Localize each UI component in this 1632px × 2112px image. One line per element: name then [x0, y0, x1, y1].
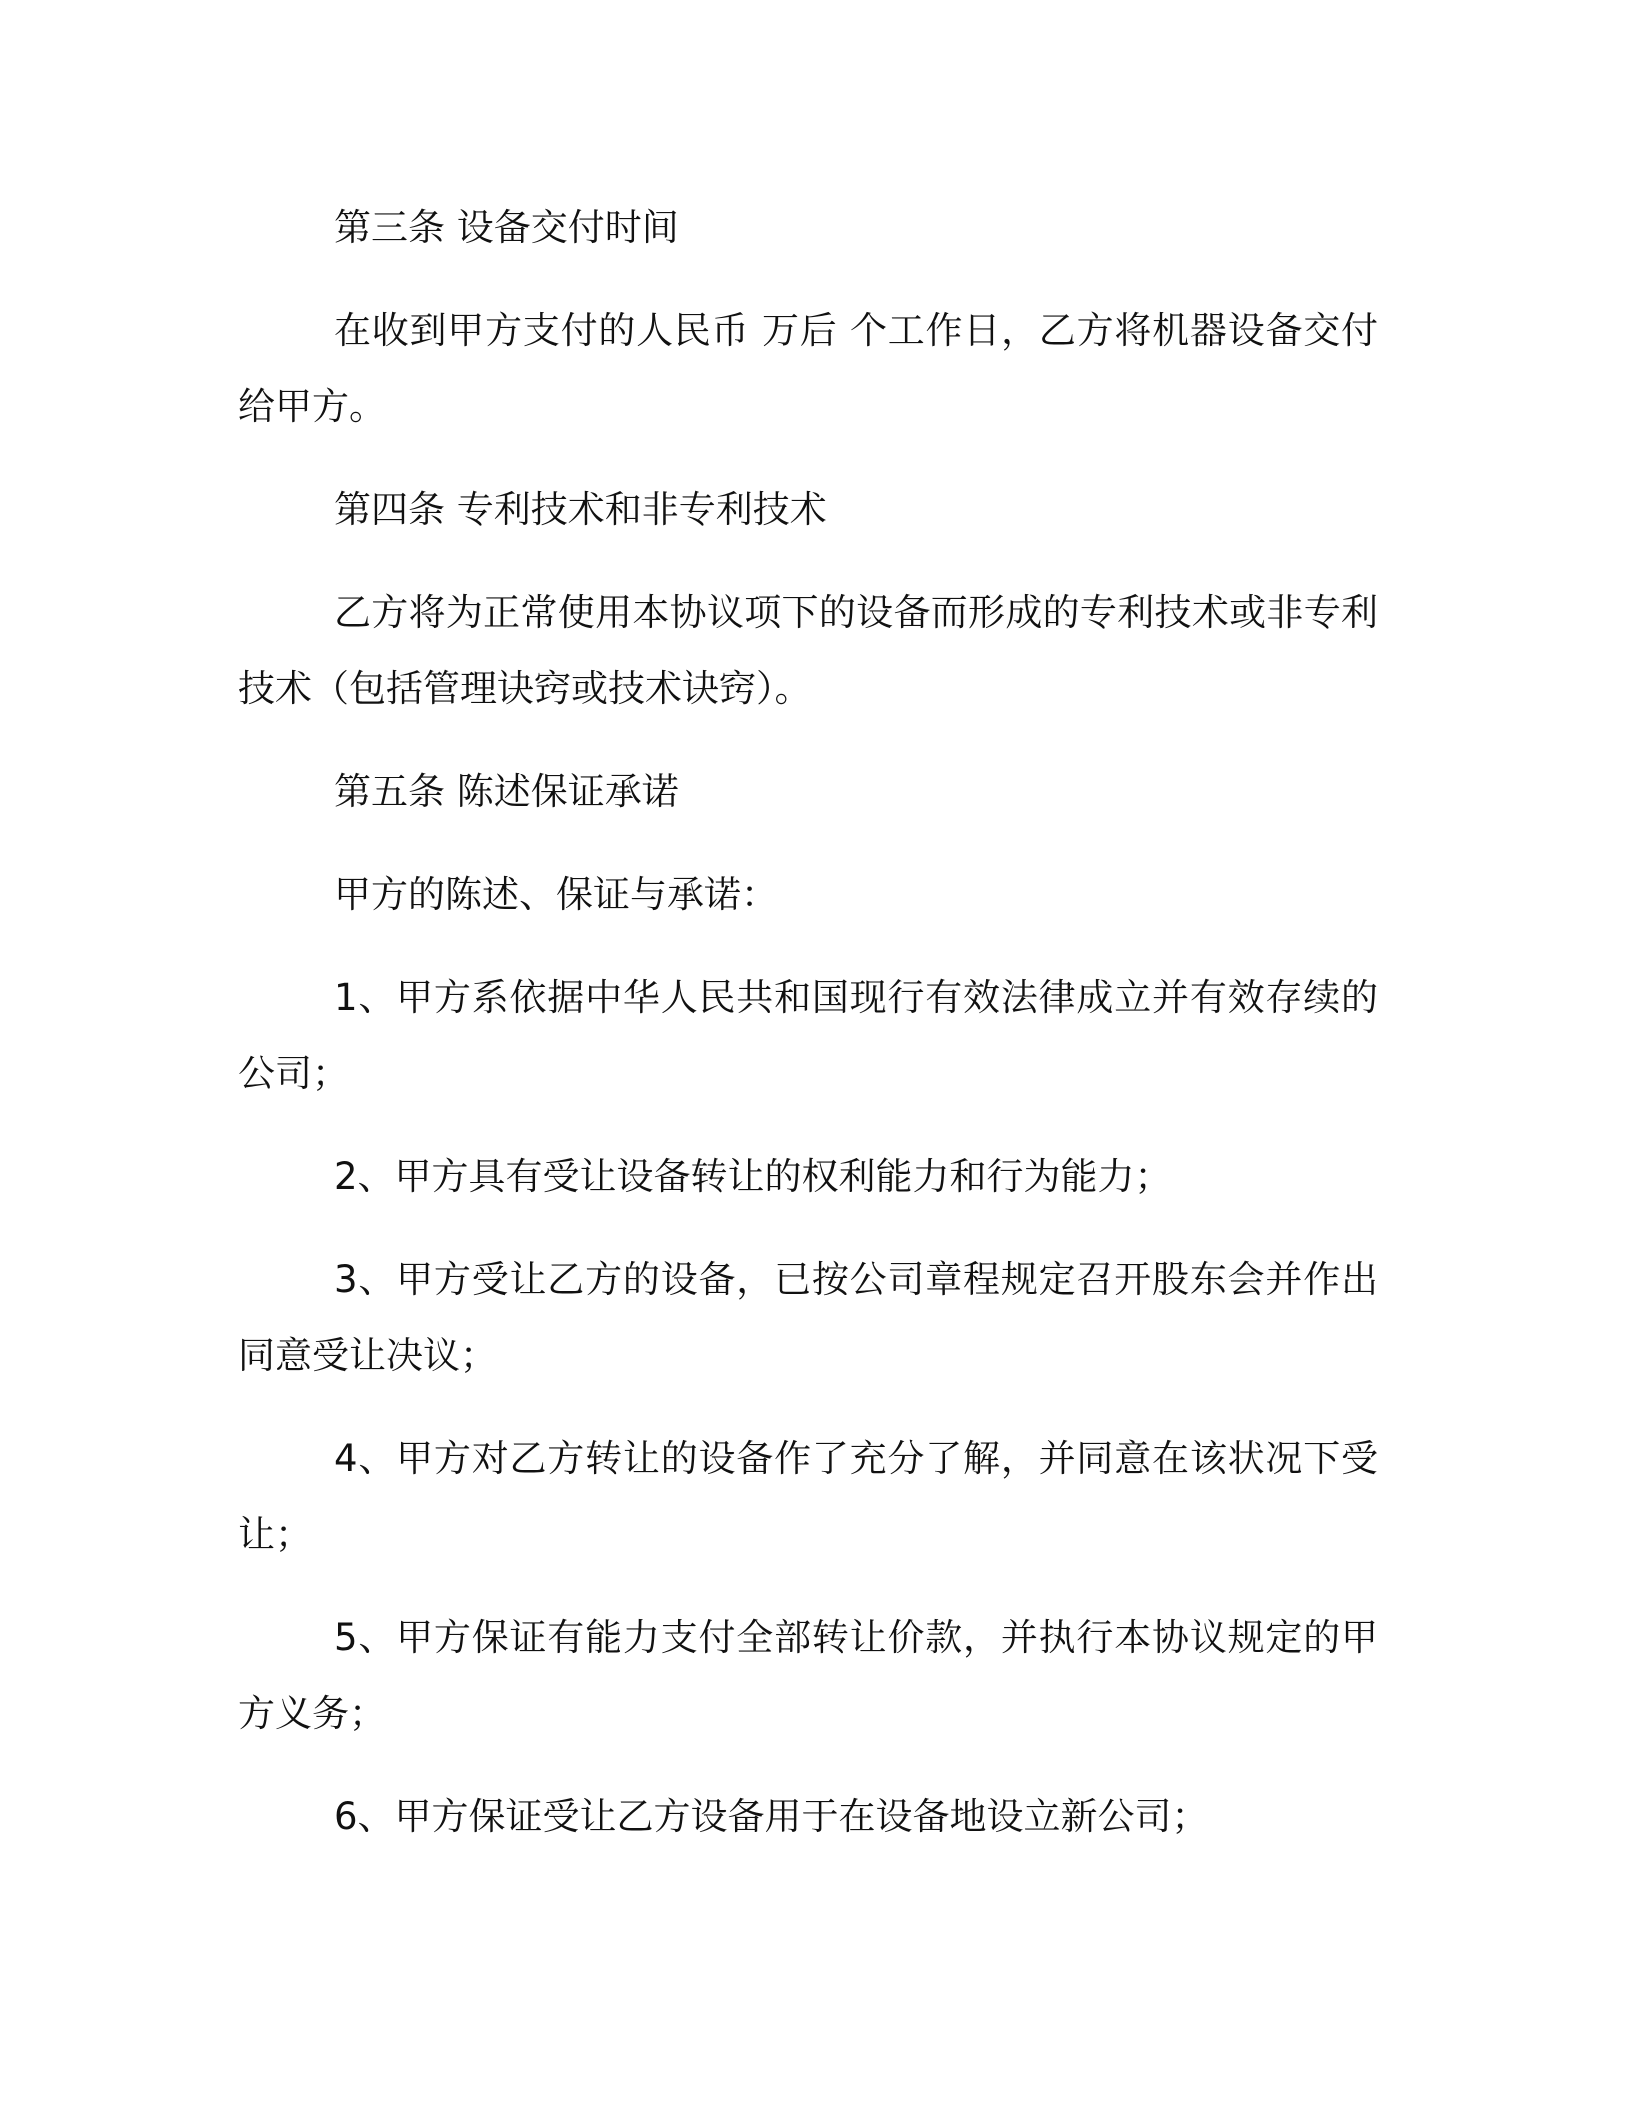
list-item-3: 3、甲方受让乙方的设备，已按公司章程规定召开股东会并作出同意受让决议；: [238, 1258, 1378, 1377]
article-4-text: 乙方将为正常使用本协议项下的设备而形成的专利技术或非专利技术（包括管理诀窍或技术诀窍）。: [238, 591, 1378, 710]
article-3-heading: 第三条 设备交付时间: [334, 206, 679, 249]
document-body: [238, 190, 1378, 1882]
list-item-2: 2、甲方具有受让设备转让的权利能力和行为能力；: [334, 1155, 1172, 1198]
article-5-heading: 第五条 陈述保证承诺: [334, 770, 679, 813]
list-item-6: 6、甲方保证受让乙方设备用于在设备地设立新公司；: [334, 1795, 1209, 1838]
list-item-5: 5、甲方保证有能力支付全部转让价款，并执行本协议规定的甲方义务；: [238, 1616, 1378, 1735]
article-4-heading: 第四条 专利技术和非专利技术: [334, 488, 827, 531]
list-item-1: 1、甲方系依据中华人民共和国现行有效法律成立并有效存续的公司；: [238, 976, 1378, 1095]
article-3-text: 在收到甲方支付的人民币 万后 个工作日，乙方将机器设备交付给甲方。: [238, 309, 1378, 428]
article-5-intro: 甲方的陈述、保证与承诺：: [334, 873, 778, 916]
list-item-4: 4、甲方对乙方转让的设备作了充分了解，并同意在该状况下受让；: [238, 1437, 1378, 1556]
